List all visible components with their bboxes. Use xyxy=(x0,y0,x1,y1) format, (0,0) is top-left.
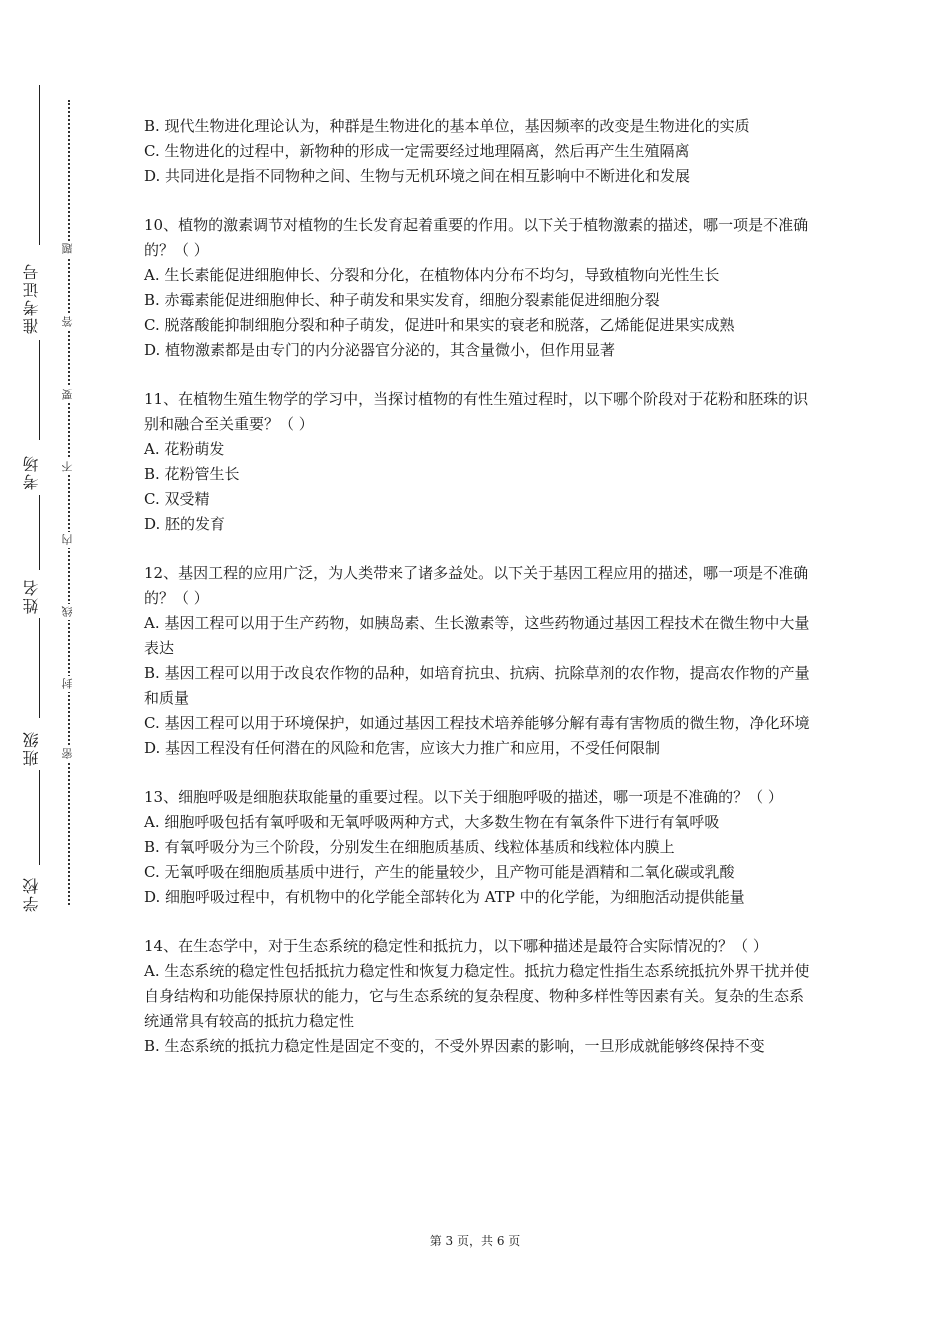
q12-option-c: C. 基因工程可以用于环境保护，如通过基因工程技术培养能够分解有毒有害物质的微生物，净化环境 xyxy=(144,714,810,732)
exam-id-line xyxy=(39,85,40,245)
q10-stem: 10、植物的激素调节对植物的生长发育起着重要的作用。以下关于植物激素的描述，哪一项是不准确的？（ ） xyxy=(144,216,809,259)
q13-stem: 13、细胞呼吸是细胞获取能量的重要过程。以下关于细胞呼吸的描述，哪一项是不准确的？（ ） xyxy=(144,788,783,806)
q12-option-d: D. 基因工程没有任何潜在的风险和危害，应该大力推广和应用，不受任何限制 xyxy=(144,739,661,757)
q13-option-d: D. 细胞呼吸过程中，有机物中的化学能全部转化为 ATP 中的化学能，为细胞活动提供能量 xyxy=(144,888,745,906)
seal-char: 内 xyxy=(61,532,75,548)
q13-option-c: C. 无氧呼吸在细胞质基质中进行，产生的能量较少，且产物可能是酒精和二氧化碳或乳酸 xyxy=(144,863,735,881)
seal-char: 题 xyxy=(61,241,75,257)
q9-option-d: D. 共同进化是指不同物种之间、生物与无机环境之间在相互影响中不断进化和发展 xyxy=(144,167,691,185)
room-label: 考场 xyxy=(22,454,41,490)
q14-stem: 14、在生态学中，对于生态系统的稳定性和抵抗力，以下哪种描述是最符合实际情况的？（ ） xyxy=(144,937,768,955)
q12-option-a: A. 基因工程可以用于生产药物，如胰岛素、生长激素等，这些药物通过基因工程技术在微生物中大量表达 xyxy=(144,614,810,657)
q14-option-b: B. 生态系统的抵抗力稳定性是固定不变的，不受外界因素的影响，一旦形成就能够终保持不变 xyxy=(144,1037,765,1055)
q12-stem: 12、基因工程的应用广泛，为人类带来了诸多益处。以下关于基因工程应用的描述，哪一项是不准确的？（ ） xyxy=(144,564,809,607)
seal-char: 答 xyxy=(61,314,75,330)
name-line xyxy=(39,495,40,570)
q10-option-b: B. 赤霉素能促进细胞伸长、种子萌发和果实发育，细胞分裂素能促进细胞分裂 xyxy=(144,291,660,309)
q9-option-b: B. 现代生物进化理论认为，种群是生物进化的基本单位，基因频率的改变是生物进化的实质 xyxy=(144,117,750,135)
class-label: 班级 xyxy=(22,730,41,766)
q12-option-b: B. 基因工程可以用于改良农作物的品种，如培育抗虫、抗病、抗除草剂的农作物，提高农作物的产量和质量 xyxy=(144,664,810,707)
page-footer: 第 3 页，共 6 页 xyxy=(429,1234,521,1248)
name-label: 姓名 xyxy=(22,578,41,614)
q10-option-d: D. 植物激素都是由专门的内分泌器官分泌的，其含量微小，但作用显著 xyxy=(144,341,616,359)
seal-char: 要 xyxy=(61,387,75,403)
q14-option-a: A. 生态系统的稳定性包括抵抗力稳定性和恢复力稳定性。抵抗力稳定性指生态系统抵抗外界干扰并使自身结构和功能保持原状的能力，它与生态系统的复杂程度、物种多样性等因素有关。复杂的生态系统通常具有较高的抵抗力稳定性 xyxy=(144,962,810,1030)
seal-char: 封 xyxy=(61,676,75,692)
q10-option-c: C. 脱落酸能抑制细胞分裂和种子萌发，促进叶和果实的衰老和脱落，乙烯能促进果实成熟 xyxy=(144,316,735,334)
class-line xyxy=(39,618,40,718)
q9-option-c: C. 生物进化的过程中，新物种的形成一定需要经过地理隔离，然后再产生生殖隔离 xyxy=(144,142,690,160)
school-line xyxy=(39,770,40,865)
q13-option-b: B. 有氧呼吸分为三个阶段，分别发生在细胞质基质、线粒体基质和线粒体内膜上 xyxy=(144,838,675,856)
q11-option-b: B. 花粉管生长 xyxy=(144,465,240,483)
seal-char: 线 xyxy=(61,604,75,620)
seal-dotted-line xyxy=(68,100,70,905)
exam-id-label: 准考证号 xyxy=(22,262,41,334)
q13-option-a: A. 细胞呼吸包括有氧呼吸和无氧呼吸两种方式，大多数生物在有氧条件下进行有氧呼吸 xyxy=(144,813,720,831)
binding-margin xyxy=(0,0,100,1344)
school-label: 学校 xyxy=(22,876,41,912)
seal-char: 不 xyxy=(61,459,75,475)
question-content xyxy=(144,114,816,1059)
seal-char: 密 xyxy=(61,746,75,762)
q10-option-a: A. 生长素能促进细胞伸长、分裂和分化，在植物体内分布不均匀，导致植物向光性生长 xyxy=(144,266,720,284)
room-line xyxy=(39,340,40,440)
q11-stem: 11、在植物生殖生物学的学习中，当探讨植物的有性生殖过程时，以下哪个阶段对于花粉和胚珠的识别和融合至关重要？（ ） xyxy=(144,390,809,433)
q11-option-d: D. 胚的发育 xyxy=(144,515,226,533)
q11-option-a: A. 花粉萌发 xyxy=(144,440,225,458)
q11-option-c: C. 双受精 xyxy=(144,490,210,508)
